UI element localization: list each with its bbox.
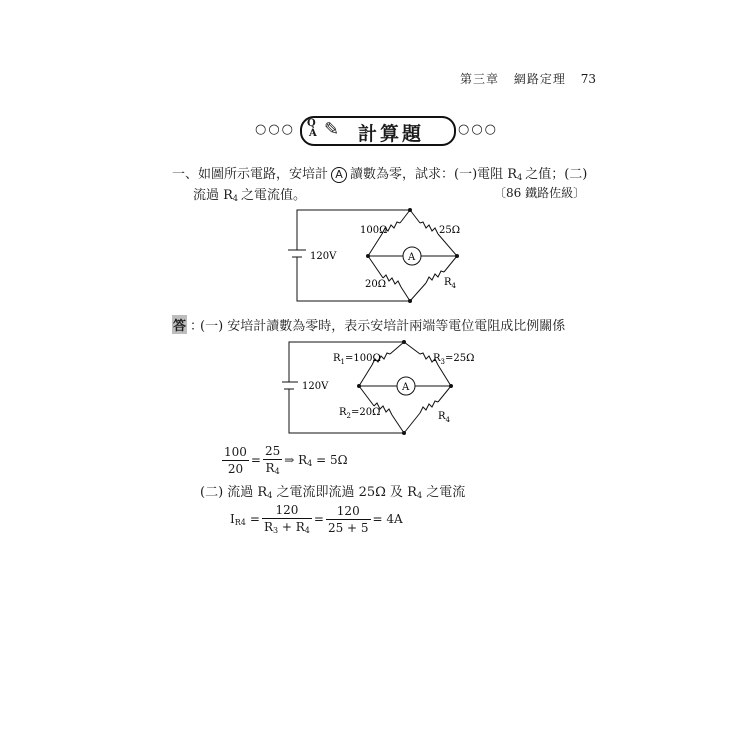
part2-text-c: 之電流 [426, 485, 466, 500]
pencil-icon: ✎ [324, 119, 340, 140]
page-header [460, 70, 596, 87]
circuit-diagram-1 [280, 205, 475, 305]
question-text-e: 之電流值。 [241, 188, 307, 203]
part2-text-a: (二) 流過 R [200, 485, 268, 500]
answer-part-1: (一) 安培計讀數為零時，表示安培計兩端等電位電阻成比例關係 [200, 319, 566, 334]
resistor-label-r1: $R_1=100\Omega$ [333, 353, 381, 366]
ammeter-label: A [402, 382, 410, 393]
subscript: 4 [416, 491, 423, 500]
subscript: 4 [517, 173, 523, 182]
equation-2 [228, 503, 405, 535]
denominator: $R_3 + R_4$ [263, 520, 310, 535]
equals-sign: = [313, 512, 324, 526]
qa-icon [307, 119, 317, 139]
chapter-title: 網路定理 [513, 72, 566, 86]
voltage-label: 120V [302, 381, 329, 392]
dots-right-decoration: ○○○ [458, 122, 499, 137]
section-title-pill [300, 116, 456, 146]
question-line-1 [172, 163, 587, 183]
fraction-100-20 [222, 445, 249, 476]
wire-top [297, 210, 410, 250]
fraction-120-30 [326, 504, 371, 535]
circuit-diagram-2 [282, 336, 482, 436]
denominator: $R_4$ [265, 461, 280, 476]
question-text-d: 流過 R [193, 188, 233, 203]
fraction-25-r4 [263, 444, 282, 476]
numerator: 120 [262, 503, 312, 519]
denominator: 25 + 5 [327, 520, 369, 535]
ammeter-label: A [408, 252, 416, 263]
qa-icon-q: Q [307, 118, 316, 129]
question-text-c: 之值；(二) [525, 167, 588, 182]
resistor-label-r2: $R_2=20\Omega$ [339, 407, 381, 420]
answer-colon: ： [190, 319, 204, 334]
equals-sign: = [249, 512, 260, 526]
numerator: 100 [224, 444, 247, 459]
chapter-label: 第三章 [460, 72, 500, 86]
resistor-label-r3: $R_3=25\Omega$ [433, 353, 475, 366]
equation-1 [222, 444, 350, 476]
resistor-label-r4: $R_4$ [444, 277, 456, 290]
denominator: 20 [227, 461, 244, 476]
ammeter-symbol: A [331, 167, 347, 183]
answer-part-2 [200, 481, 465, 500]
numerator: 25 [264, 444, 281, 458]
section-banner [255, 114, 499, 148]
qa-icon-a: A [309, 128, 317, 139]
resistor-r4 [420, 401, 438, 413]
dots-left-decoration: ○○○ [255, 122, 296, 137]
subscript: 4 [232, 194, 239, 203]
question-text-a: 一、如圖所示電路，安培計 [172, 167, 329, 182]
question-source: 〔86 鐵路佐級〕 [494, 186, 586, 200]
question-line-2 [193, 184, 306, 203]
resistor-label-100: 100Ω [360, 225, 388, 236]
equation-2-result: = 4A [372, 512, 403, 526]
voltage-label: 120V [310, 251, 337, 262]
question-text-b: 讀數為零，試求：(一)電阻 R [350, 167, 518, 182]
resistor-top-right [420, 222, 438, 234]
resistor-label-25: 25Ω [439, 225, 461, 236]
page-number: 73 [580, 72, 596, 86]
answer-tag: 答 [172, 315, 187, 334]
part2-text-b: 之電流即流過 25Ω 及 R [276, 485, 417, 500]
section-title: 計算題 [358, 123, 425, 145]
resistor-bottom-right [426, 271, 444, 283]
subscript: 4 [267, 491, 273, 500]
numerator: 120 [326, 504, 371, 520]
resistor-label-20: 20Ω [365, 279, 387, 290]
equals-sign: = [250, 453, 261, 467]
current-symbol: $I_{R4}$ [230, 511, 246, 527]
resistor-label-r4: $R_4$ [438, 411, 450, 424]
fraction-120-r3r4 [262, 503, 312, 535]
equation-1-result: ⇒ $R_4 = 5\Omega$ [284, 452, 348, 468]
